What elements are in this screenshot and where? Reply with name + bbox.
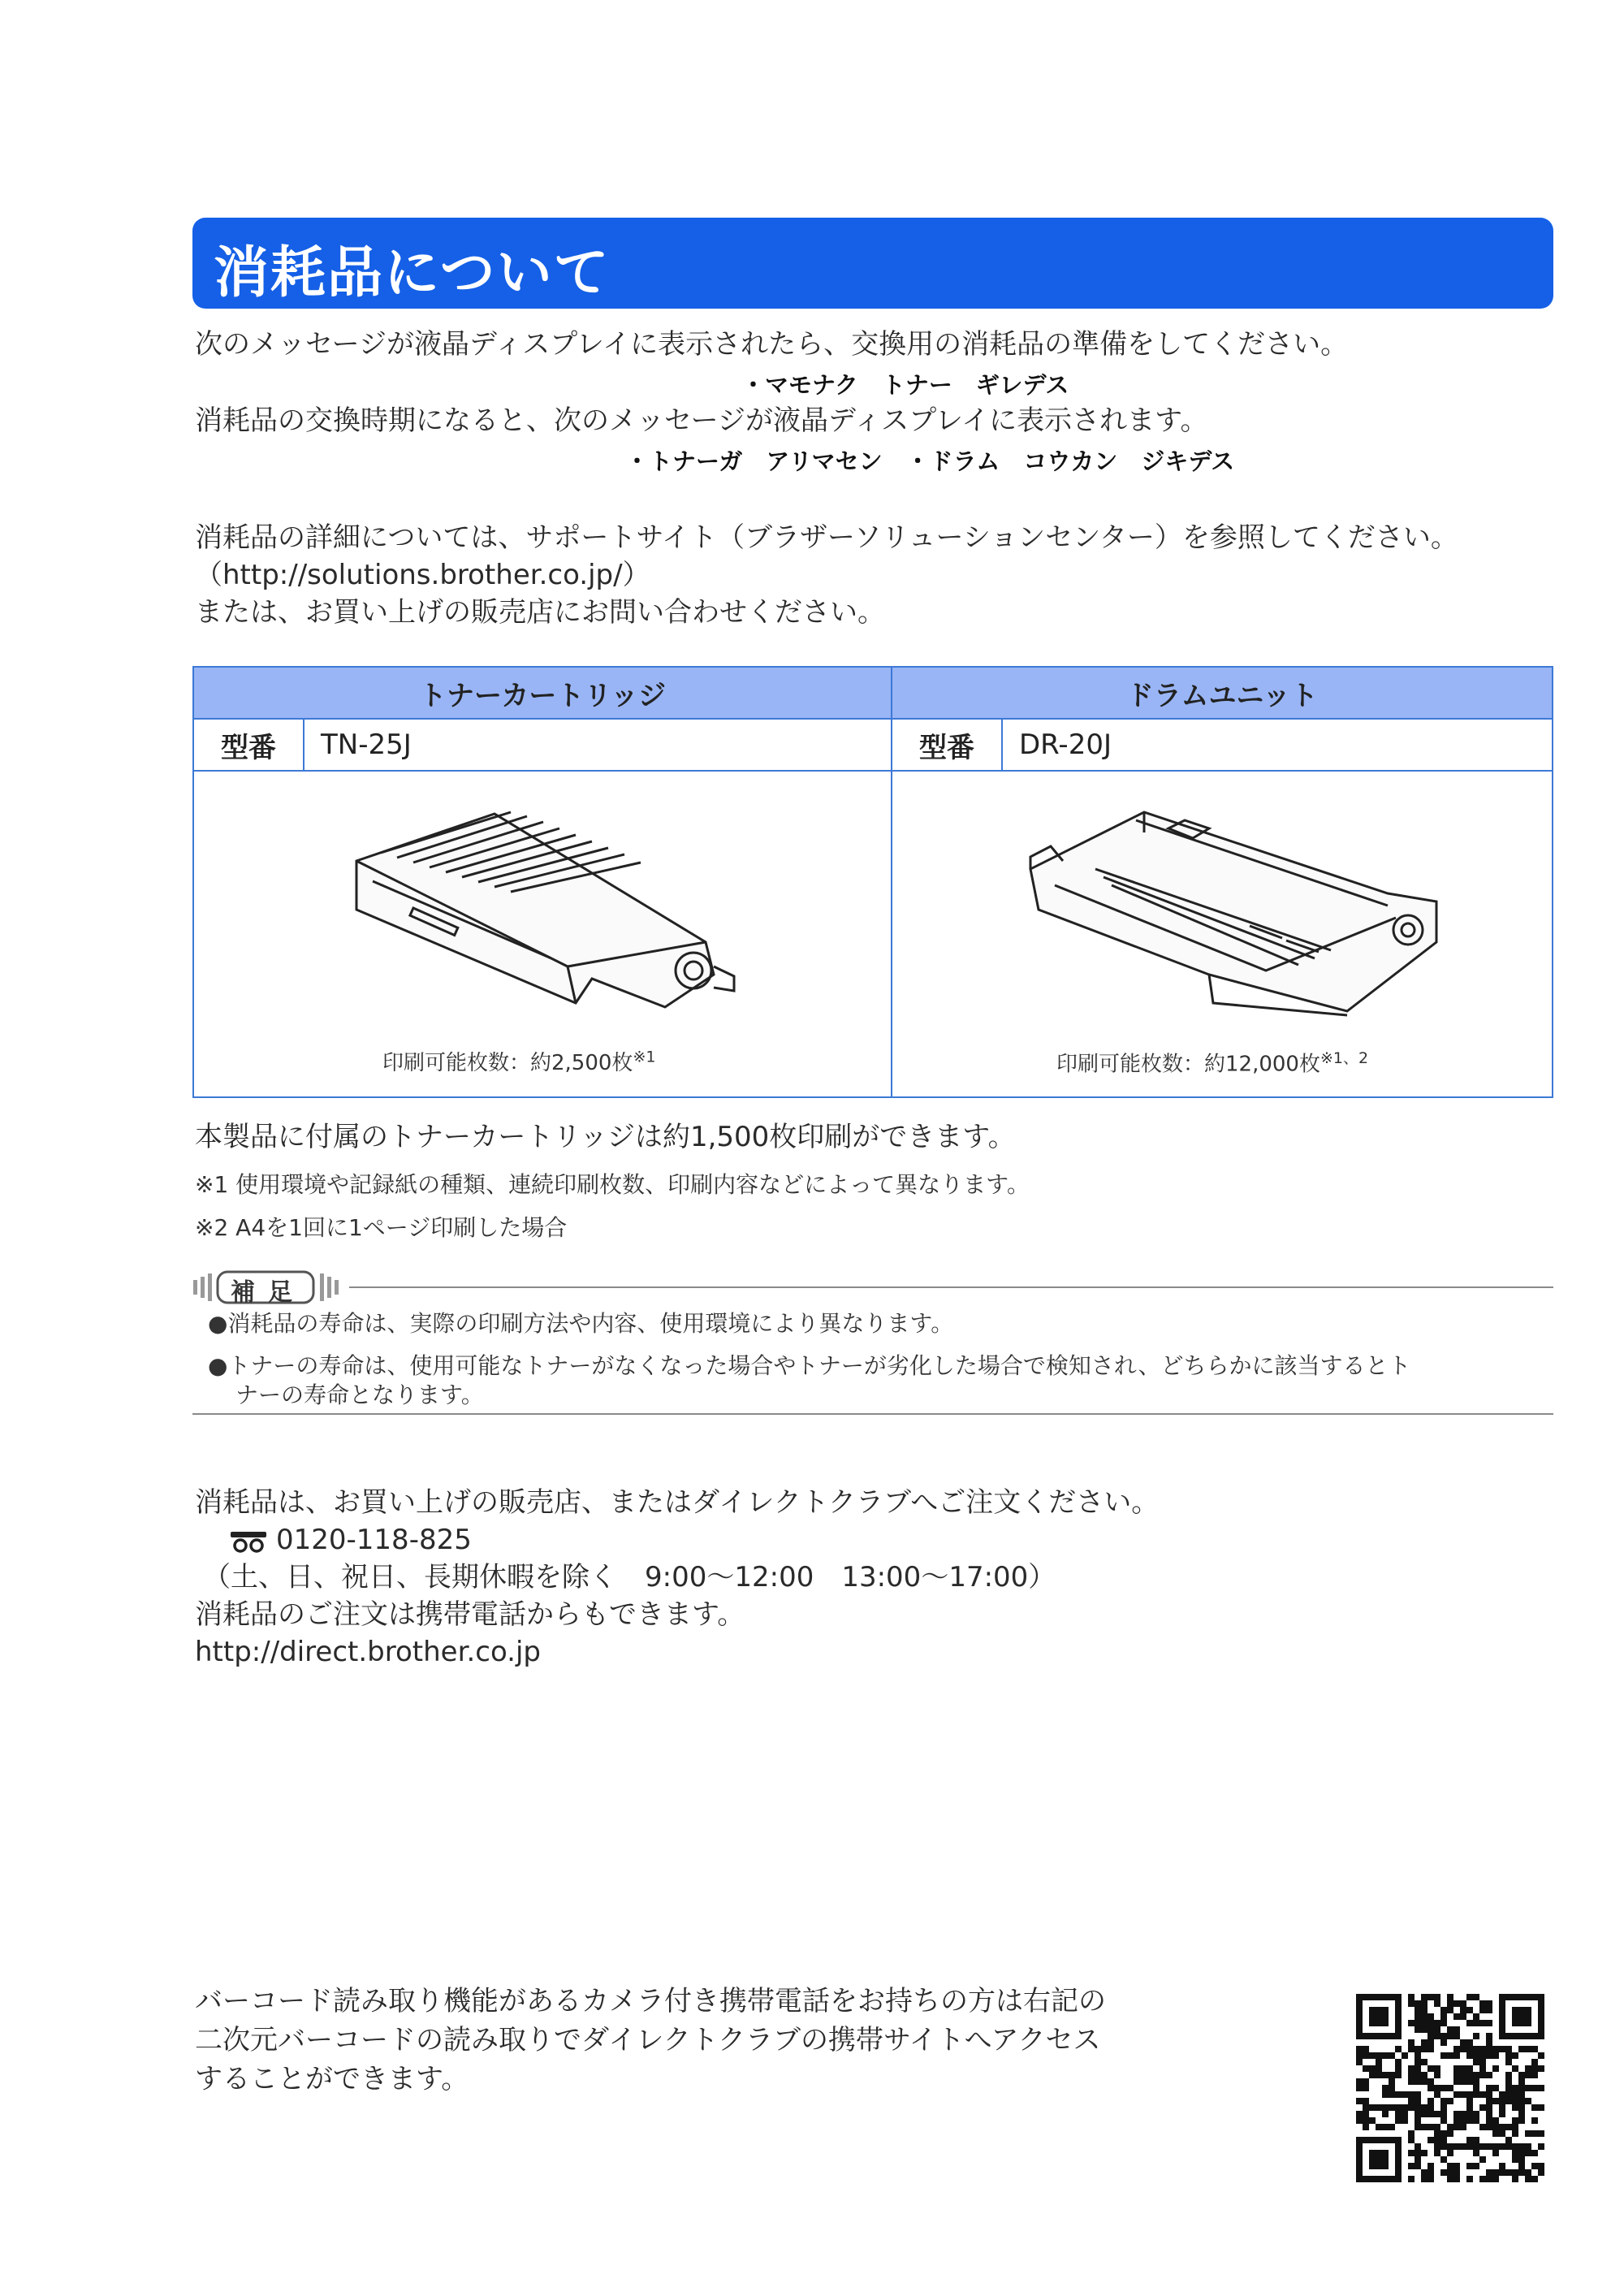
toner-model-value: TN-25J (304, 719, 892, 771)
order-hours: （土、日、祝日、長期休暇を除く 9:00〜12:00 13:00〜17:00） (203, 1561, 1056, 1593)
qr-text-line-2: 二次元バーコードの読み取りでダイレクトクラブの携帯サイトへアクセス (195, 2024, 1101, 2056)
qr-text-line-1: バーコード読み取り機能があるカメラ付き携帯電話をお持ちの方は右記の (195, 1985, 1106, 2017)
toner-cartridge-image (324, 804, 746, 1031)
order-url[interactable]: http://direct.brother.co.jp (195, 1636, 541, 1668)
drum-caption-footnote-mark: ※1、2 (1320, 1049, 1369, 1067)
support-url[interactable]: （http://solutions.brother.co.jp/） (195, 559, 650, 591)
supplement-badge (192, 1269, 346, 1306)
qr-code-image[interactable] (1356, 1994, 1544, 2182)
supplement-badge-label: 補足 (231, 1278, 305, 1307)
toner-image-cell (193, 771, 892, 1097)
drum-image-cell (892, 771, 1553, 1097)
bundled-toner-note: 本製品に付属のトナーカートリッジは約1,500枚印刷ができます。 (195, 1121, 1016, 1153)
supplement-bottom-rule (192, 1413, 1553, 1415)
toner-caption-footnote-mark: ※1 (633, 1048, 656, 1066)
qr-text-line-3: することができます。 (195, 2063, 469, 2095)
intro-line-2: 消耗品の交換時期になると、次のメッセージが液晶ディスプレイに表示されます。 (195, 404, 1208, 437)
toner-capacity-caption: 印刷可能枚数：約2,500枚$^{※1}$ (382, 1048, 656, 1075)
drum-unit-image (1006, 796, 1461, 1040)
page-title: 消耗品について (214, 241, 611, 305)
intro-line-1: 次のメッセージが液晶ディスプレイに表示されたら、交換用の消耗品の準備をしてください。 (195, 328, 1349, 361)
drum-model-value: DR-20J (1002, 719, 1553, 771)
footnote-2: ※2 A4を1回に1ページ印刷した場合 (195, 1214, 568, 1241)
order-phone-number[interactable]: 0120-118-825 (276, 1524, 472, 1556)
supplement-item-1: ●消耗品の寿命は、実際の印刷方法や内容、使用環境により異なります。 (208, 1310, 954, 1337)
support-line-3: または、お買い上げの販売店にお問い合わせください。 (195, 596, 885, 629)
support-line-1: 消耗品の詳細については、サポートサイト（ブラザーソリューションセンター）を参照してください。 (195, 521, 1458, 554)
order-line-3: 消耗品のご注文は携帯電話からもできます。 (195, 1598, 745, 1631)
drum-header: ドラムユニット (892, 667, 1553, 719)
drum-model-label: 型番 (892, 719, 1002, 771)
toner-model-label: 型番 (193, 719, 304, 771)
supplement-item-2-cont: ナーの寿命となります。 (235, 1381, 484, 1408)
toner-header: トナーカートリッジ (193, 667, 892, 719)
free-dial-icon (231, 1532, 266, 1553)
supplement-top-rule (349, 1286, 1553, 1288)
drum-capacity-caption: 印刷可能枚数：約12,000枚$^{※1、2}$ (1056, 1049, 1369, 1077)
supplement-item-2: ●トナーの寿命は、使用可能なトナーがなくなった場合やトナーが劣化した場合で検知され、どちらかに該当するとト (208, 1352, 1411, 1379)
footnote-1: ※1 使用環境や記録紙の種類、連続印刷枚数、印刷内容などによって異なります。 (195, 1171, 1030, 1198)
lcd-message-2: ・トナーガ アリマセン ・ドラム コウカン ジキデス (625, 448, 1235, 475)
consumables-table (192, 666, 1553, 1098)
title-bar (192, 218, 1553, 309)
lcd-message-1: ・マモナク トナー ギレデス (741, 371, 1069, 399)
order-line-1: 消耗品は、お買い上げの販売店、またはダイレクトクラブへご注文ください。 (195, 1486, 1160, 1519)
